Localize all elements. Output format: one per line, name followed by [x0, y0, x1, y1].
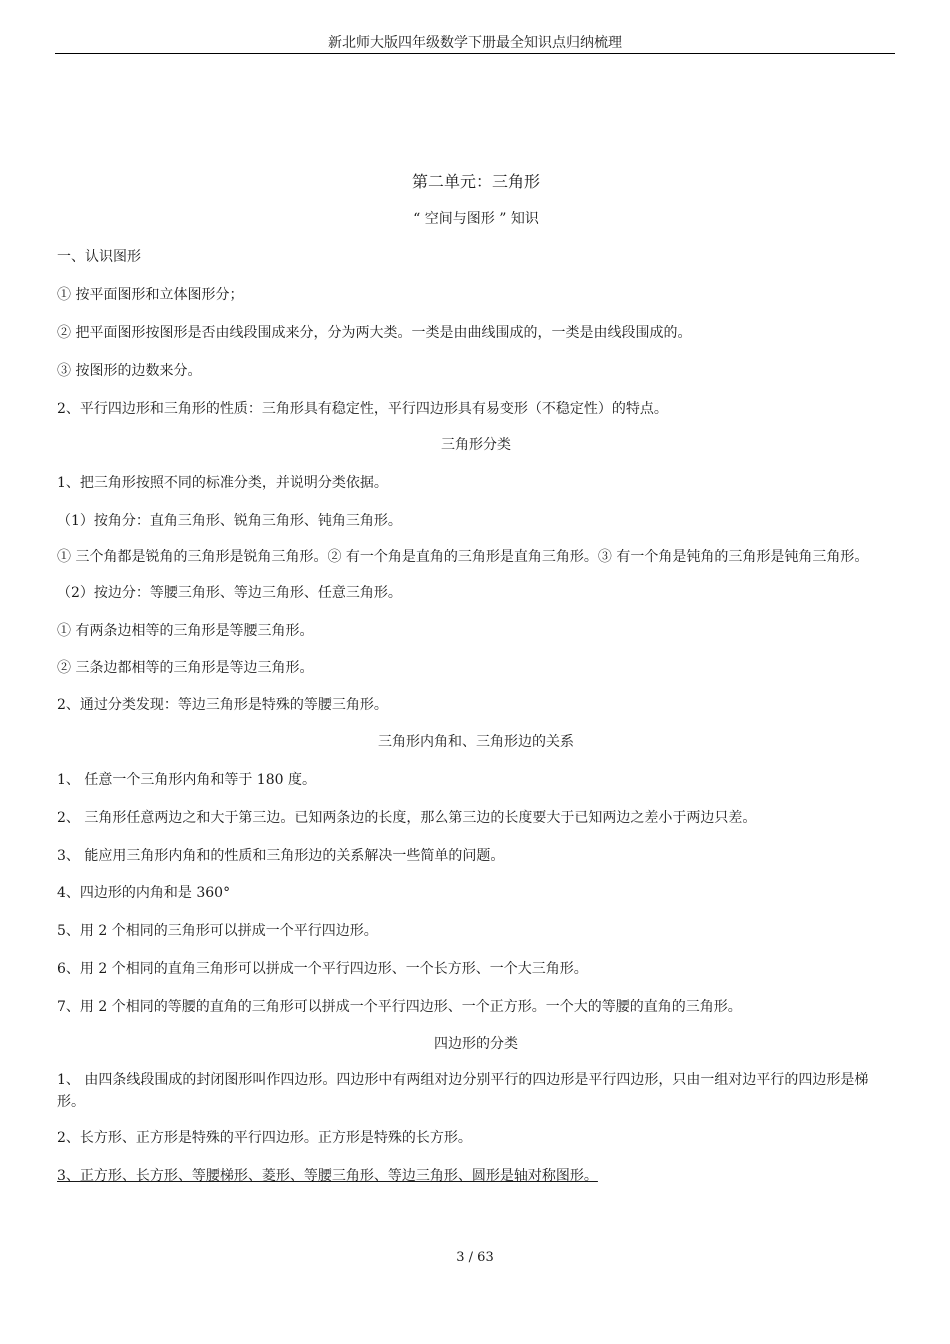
property-text: 2、平行四边形和三角形的性质：三角形具有稳定性，平行四边形具有易变形（不稳定性）的特点。 — [57, 401, 668, 417]
section-heading: 三角形分类 — [441, 437, 511, 453]
document-body — [57, 170, 895, 1187]
list-item: ③ 按图形的边数来分。 — [57, 363, 202, 379]
list-item: 4、四边形的内角和是 360° — [57, 885, 231, 901]
list-item: 1、 任意一个三角形内角和等于 180 度。 — [57, 772, 316, 788]
list-item: 2、 三角形任意两边之和大于第三边。已知两条边的长度，那么第三边的长度要大于已知两边之差小于两边只差。 — [57, 810, 757, 826]
list-item: ② 三条边都相等的三角形是等边三角形。 — [57, 660, 314, 676]
list-item: ① 按平面图形和立体图形分； — [57, 287, 244, 303]
list-item: 3、 能应用三角形内角和的性质和三角形边的关系解决一些简单的问题。 — [57, 848, 505, 864]
section-heading: 一、认识图形 — [57, 249, 141, 265]
list-item: ① 三个角都是锐角的三角形是锐角三角形。② 有一个角是直角的三角形是直角三角形。③ 有一个角是钝角的三角形是钝角三角形。 — [57, 549, 869, 565]
section-heading: 四边形的分类 — [434, 1036, 518, 1052]
unit-title: 第二单元：三角形 — [411, 172, 540, 191]
list-item-underlined: 3、正方形、长方形、等腰梯形、菱形、等腰三角形、等边三角形、圆形是轴对称图形。 — [57, 1168, 598, 1184]
list-item: 2、通过分类发现：等边三角形是特殊的等腰三角形。 — [57, 697, 388, 713]
subtitle: “ 空间与图形 ” 知识 — [413, 211, 539, 227]
list-item: 7、用 2 个相同的等腰的直角的三角形可以拼成一个平行四边形、一个正方形。一个大的等腰的直角的三角形。 — [57, 999, 742, 1015]
list-item: （2）按边分：等腰三角形、等边三角形、任意三角形。 — [57, 585, 402, 601]
list-item: 1、把三角形按照不同的标准分类，并说明分类依据。 — [57, 475, 388, 491]
list-item: 1、 由四条线段围成的封闭图形叫作四边形。四边形中有两组对边分别平行的四边形是平行四边形，只由一组对边平行的四边形是梯形。 — [57, 1072, 869, 1110]
page-number: 3 / 63 — [456, 1250, 494, 1265]
list-item: ① 有两条边相等的三角形是等腰三角形。 — [57, 623, 314, 639]
list-item: （1）按角分：直角三角形、锐角三角形、钝角三角形。 — [57, 513, 402, 529]
section-heading: 三角形内角和、三角形边的关系 — [378, 734, 574, 750]
page-header: 新北师大版四年级数学下册最全知识点归纳梳理 — [55, 34, 895, 54]
list-item: 6、用 2 个相同的直角三角形可以拼成一个平行四边形、一个长方形、一个大三角形。 — [57, 961, 588, 977]
list-item: 2、长方形、正方形是特殊的平行四边形。正方形是特殊的长方形。 — [57, 1130, 472, 1146]
list-item: 5、用 2 个相同的三角形可以拼成一个平行四边形。 — [57, 923, 378, 939]
list-item: ② 把平面图形按图形是否由线段围成来分，分为两大类。一类是由曲线围成的，一类是由线段围成的。 — [57, 325, 692, 341]
